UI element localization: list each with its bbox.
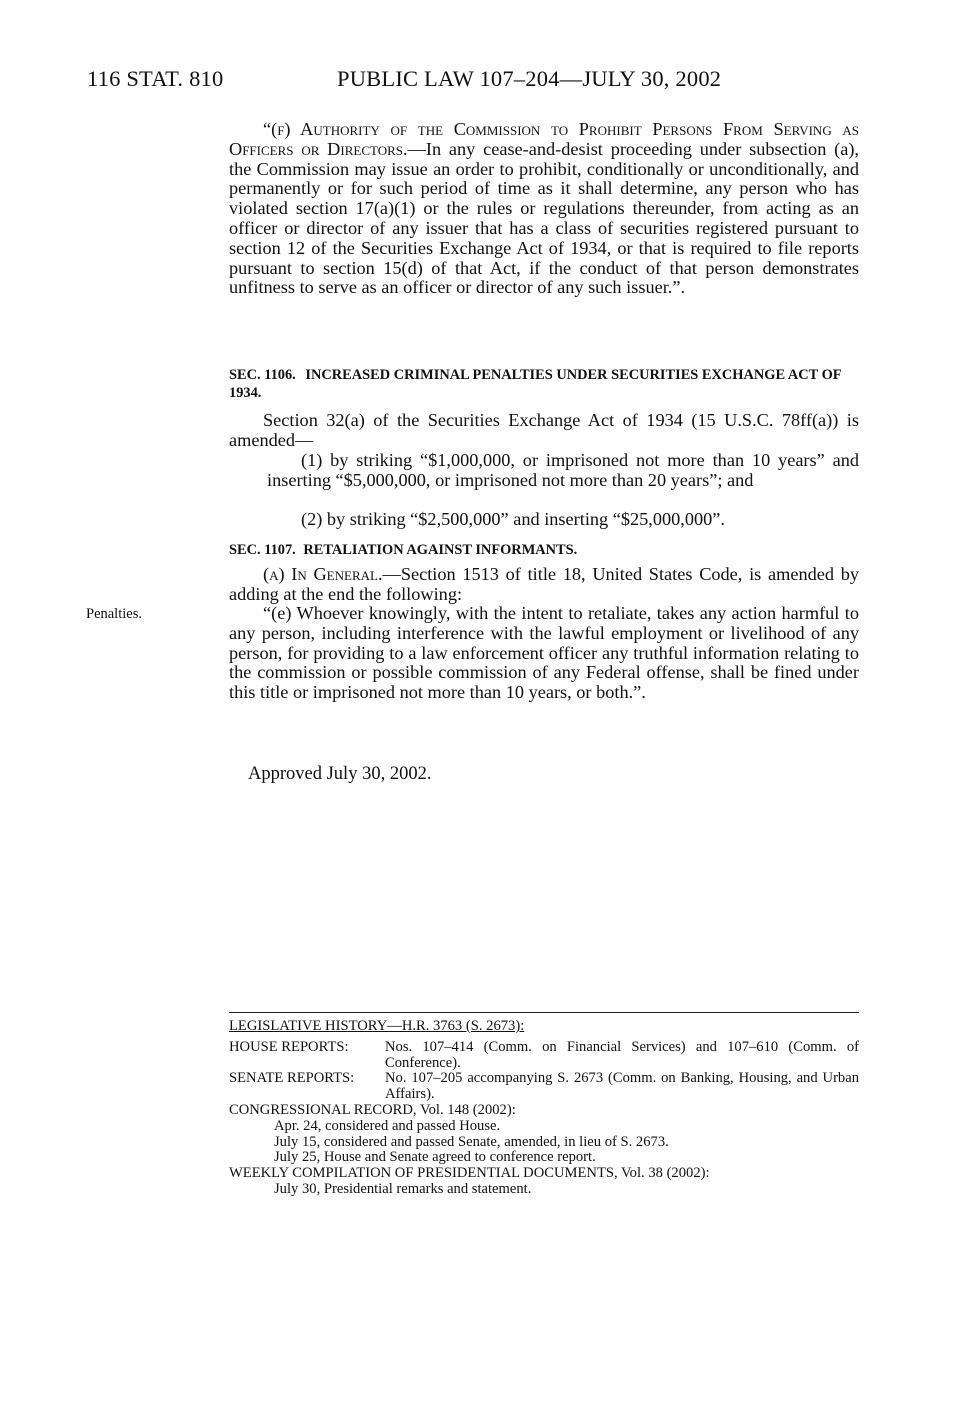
house-reports: [229, 1040, 859, 1072]
weekly-compilation-item: July 30, Presidential remarks and statement.: [274, 1180, 532, 1197]
subsection-f-text: —In any cease-and-desist proceeding under subsection (a), the Commission may issue an order to prohibit, conditionally or unconditionally, and permanently or for such period of time as it shall determine, any person who has violated section 17(a)(1) or the rules or regulations thereunder, from acting as an officer or director of any issuer that has a class of securities registered pursuant to section 12 of the Securities Exchange Act of 1934, or that is required to file reports pursuant to section 15(d) of that Act, if the conduct of that person demonstrates unfitness to serve as an officer or director of any such issuer.”.: [229, 138, 860, 298]
subsection-a-label: (a) In General.: [263, 564, 383, 584]
legislative-history: [229, 1019, 859, 1198]
house-reports-text: Nos. 107–414 (Comm. on Financial Services) and 107–610 (Comm. of Conference).: [385, 1038, 859, 1071]
stat-citation: 116 STAT. 810: [87, 66, 224, 91]
congressional-record-item: July 25, House and Senate agreed to conference report.: [274, 1149, 596, 1166]
margin-note-penalties: Penalties.: [86, 606, 142, 622]
section-1106-heading: [229, 366, 859, 402]
page-header: [0, 66, 957, 106]
section-1106-item-1: (1) by striking “$1,000,000, or imprisoned not more than 10 years” and inserting “$5,000,000, or imprisoned not more than 20 years”; and: [267, 450, 859, 490]
public-law-title: PUBLIC LAW 107–204—JULY 30, 2002: [337, 66, 722, 91]
footnote-divider: [229, 1012, 859, 1013]
section-1106-item-2: (2) by striking “$2,500,000” and inserting “$25,000,000”.: [301, 509, 725, 529]
subsection-a-text: —Section 1513 of title 18, United States Code, is amended by adding at the end the following:: [229, 564, 859, 604]
subsection-f-heading: “(f) Authority of the Commission to Prohibit Persons From Serving as Officers or Directors.: [229, 119, 859, 159]
congressional-record-item: Apr. 24, considered and passed House.: [274, 1117, 501, 1134]
congressional-record-label: CONGRESSIONAL RECORD, Vol. 148 (2002):: [229, 1101, 516, 1118]
section-1107-number: SEC. 1107.: [229, 542, 296, 558]
approval-date: Approved July 30, 2002.: [248, 764, 432, 784]
section-1106-title: INCREASED CRIMINAL PENALTIES UNDER SECURITIES EXCHANGE ACT OF 1934.: [229, 367, 842, 401]
house-reports-label: HOUSE REPORTS:: [229, 1038, 349, 1055]
congressional-record-item: July 15, considered and passed Senate, amended, in lieu of S. 2673.: [274, 1133, 669, 1150]
section-1107-subsection-a: [229, 565, 859, 605]
weekly-compilation-label: WEEKLY COMPILATION OF PRESIDENTIAL DOCUMENTS, Vol. 38 (2002):: [229, 1165, 710, 1182]
senate-reports-text: No. 107–205 accompanying S. 2673 (Comm. on Banking, Housing, and Urban Affairs).: [385, 1070, 859, 1103]
section-1107-subsection-e: “(e) Whoever knowingly, with the intent to retaliate, takes any action harmful to any person, including interference with the lawful employment or livelihood of any person, for providing to a law enforcement officer any truthful information relating to the commission or possible commission of any Federal offense, shall be fined under this title or imprisoned not more than 10 years, or both.”.: [229, 603, 859, 703]
senate-reports: [229, 1071, 859, 1103]
section-1106-intro: Section 32(a) of the Securities Exchange Act of 1934 (15 U.S.C. 78ff(a)) is amended—: [229, 410, 859, 450]
section-1107-title: RETALIATION AGAINST INFORMANTS.: [303, 542, 578, 558]
section-1106-number: SEC. 1106.: [229, 367, 296, 383]
senate-reports-label: SENATE REPORTS:: [229, 1070, 355, 1087]
section-1107-heading: [229, 541, 859, 559]
subsection-f-paragraph: [229, 120, 859, 298]
legislative-history-title: LEGISLATIVE HISTORY—H.R. 3763 (S. 2673):: [229, 1018, 525, 1034]
